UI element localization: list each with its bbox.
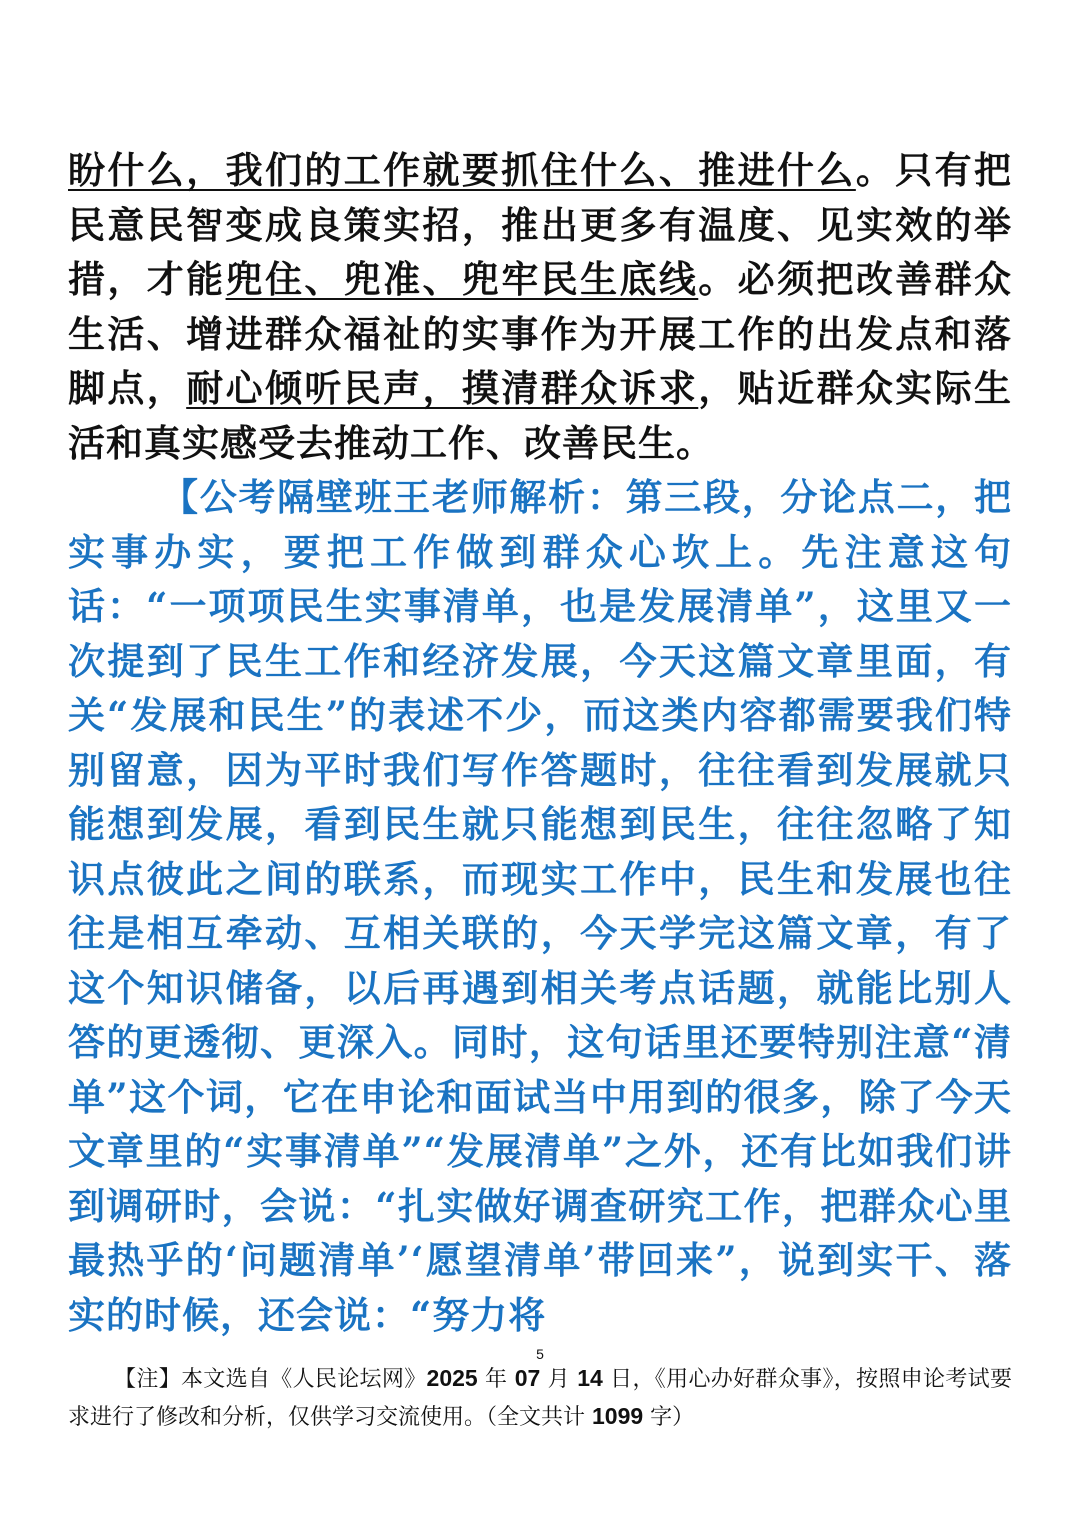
- page-number: 5: [536, 1346, 544, 1362]
- note-year-unit: 年: [477, 1367, 515, 1392]
- note-prefix: 【注】本文选自《人民论坛网》: [114, 1367, 427, 1392]
- underlined-phrase-1: 盼什么，我们的工作就要抓住什么、推进什么: [68, 148, 856, 192]
- note-year: 2025: [426, 1365, 478, 1391]
- underlined-phrase-3: 耐心倾听民声，摸清群众诉求: [186, 366, 699, 410]
- note-month-unit: 月: [540, 1367, 578, 1392]
- note-day: 14: [577, 1365, 603, 1391]
- note-end: 字）: [643, 1405, 695, 1430]
- main-paragraph: [68, 143, 1012, 470]
- underlined-phrase-2: 兜住、兜准、兜牢民生底线: [225, 257, 699, 301]
- note-month: 07: [514, 1365, 541, 1391]
- source-note: [68, 1360, 1012, 1436]
- note-suffix: 日，《用心办好群众事》，按照申论考试要求进行了修改和分析，仅供学习交流使用。（全文共计: [68, 1367, 1012, 1430]
- main-text-segment-6: ，贴近群众实际生活和真实感受去推动工作、改善民生。: [68, 366, 1013, 465]
- main-text-segment-4: 。必须把改善群众生活、增进群众福祉的实事作为开展工作的出发点和落脚点，: [68, 257, 1013, 410]
- analysis-paragraph: 【公考隔壁班王老师解析：第三段，分论点二，把实事办实，要把工作做到群众心坎上。先注意这句话：“一项项民生实事清单，也是发展清单”，这里又一次提到了民生工作和经济发展，今天这篇文章里面，有关“发展和民生”的表述不少，而这类内容都需要我们特别留意，因为平时我们写作答题时，往往看到发展就只能想到发展，看到民生就只能想到民生，往往忽略了知识点彼此之间的联系，而现实工作中，民生和发展也往往是相互牵动、互相关联的，今天学完这篇文章，有了这个知识储备，以后再遇到相关考点话题，就能比别人答的更透彻、更深入。同时，这句话里还要特别注意“清单”这个词，它在申论和面试当中用到的很多，除了今天文章里的“实事清单”“发展清单”之外，还有比如我们讲到调研时，会说：“扎实做好调查研究工作，把群众心里最热乎的‘问题清单’‘愿望清单’带回来”，说到实干、落实的时候，还会说：“努力将: [68, 475, 1012, 1337]
- note-word-count: 1099: [592, 1403, 644, 1429]
- main-text-segment-2: 。只有把民意民智变成良策实招，推出更多有温度、见实效的举措，才能: [68, 148, 1013, 301]
